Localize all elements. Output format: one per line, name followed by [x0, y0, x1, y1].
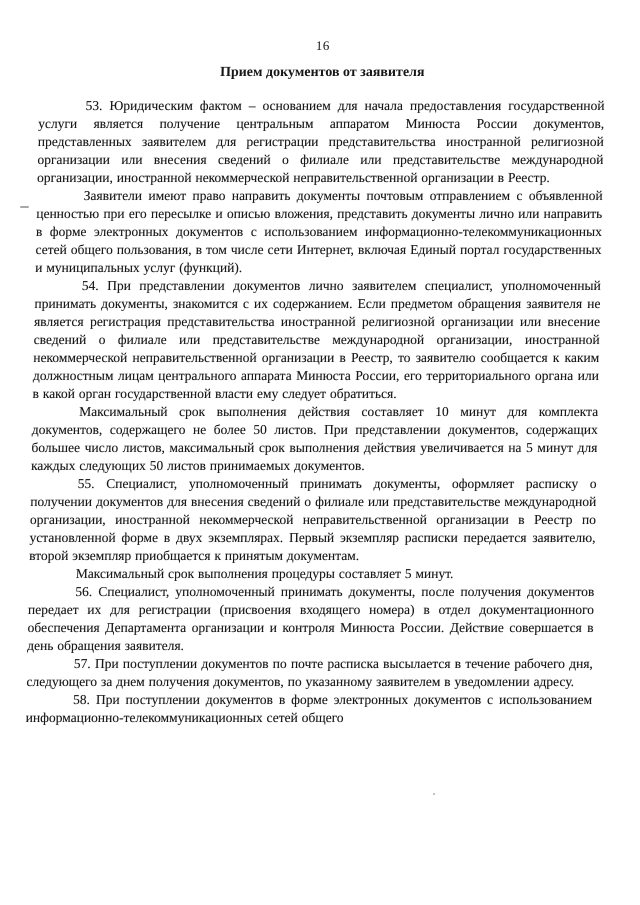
page-number: 16	[315, 38, 330, 53]
scan-speck-dash	[20, 206, 29, 208]
paragraph-55-max-term-note: Максимальный срок выполнения процедуры составляет 5 минут.	[75, 566, 454, 581]
paragraph-53: 53. Юридическим фактом – основанием для начала предоставления государственной услуги является получение центральным аппаратом Минюста России документов, представленных заявителем для регистрации представительства иностранной религиозной организации или внесения сведений о филиале или представительстве международной организации, иностранной некоммерческой неправительственной организации в Реестр.	[36, 98, 605, 185]
paragraph-56: 56. Специалист, уполномоченный принимать документы, после получения документов передает их для регистрации (присвоения входящего номера) в отдел документационного обеспечения Департамента организации и контроля Минюста России. Действие совершается в день обращения заявителя.	[27, 584, 595, 653]
paragraph-57: 57. При поступлении документов по почте расписка высылается в течение рабочего дня, следующего за днем получения документов, по указанному заявителем в уведомлении адресу.	[26, 656, 594, 689]
page-text-block	[26, 38, 606, 727]
section-title: Прием документов от заявителя	[219, 65, 425, 80]
paragraph-54: 54. При представлении документов лично заявителем специалист, уполномоченный принимать документы, знакомится с их содержанием. Если предметом обращения заявителя не является регистрация представительства иностранной религиозной организации или внесение сведений о филиале или представительстве международной организации, иностранной некоммерческой неправительственной организации в Реестр, то заявителю сообщается к каким должностным лицам центрального аппарата Минюста России, его территориального органа или в какой орган государственной власти ему следует обратиться.	[32, 278, 601, 401]
paragraph-54-max-term-note: Максимальный срок выполнения действия составляет 10 минут для комплекта документов, содержащего не более 50 листов. При представлении документов, содержащих большее число листов, максимальный срок выполнения действия увеличивается на 5 минут для каждых следующих 50 листов принимаемых документов.	[30, 404, 599, 473]
paragraph-58: 58. При поступлении документов в форме электронных документов с использованием информационно-телекоммуникационных сетей общего	[25, 692, 593, 725]
document-body	[26, 97, 605, 727]
paragraph-53-applicants-note: Заявители имеют право направить документы почтовым отправлением с объявленной ценностью при его пересылке и описью вложения, представить документы лично или направить в форме электронных документов с использованием информационно-телекоммуникационных сетей общего пользования, в том числе сети Интернет, включая Единый портал государственных и муниципальных услуг (функций).	[35, 188, 603, 275]
paragraph-55: 55. Специалист, уполномоченный принимать документы, оформляет расписку о получении документов для внесения сведений о филиале или представительстве международной организации, иностранной некоммерческой неправительственной организации в Реестр по установленной форме в двух экземплярах. Первый экземпляр расписки передается заявителю, второй экземпляр приобщается к принятым документам.	[29, 476, 597, 563]
scan-speck-dot	[433, 793, 435, 795]
